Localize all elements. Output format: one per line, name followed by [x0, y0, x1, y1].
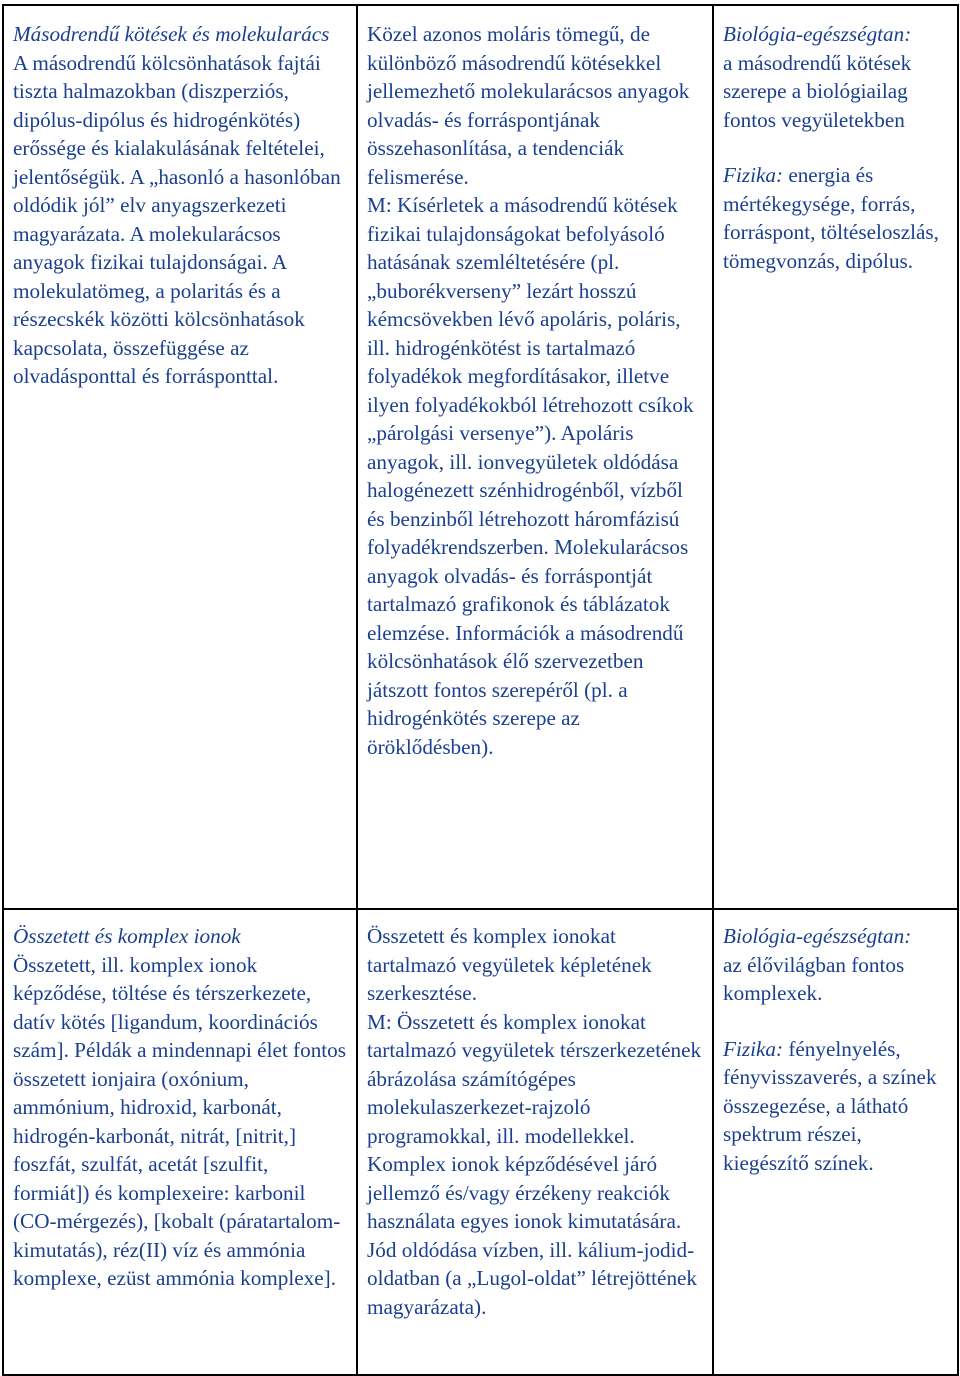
curriculum-page — [2, 4, 959, 1376]
curriculum-table — [2, 4, 959, 1376]
subject-physics-label: Fizika: — [723, 163, 784, 187]
subject-physics-label: Fizika: — [723, 1036, 784, 1061]
connections-cell — [713, 5, 958, 909]
experiment-text: Összetett és komplex ionokat tartalmazó vegyületek térszerkezetének ábrázolása számítógépes molekulaszerkezet-rajzoló programokkal, ill. modellekkel. Komplex ionok képződésével járó jellemző és/vagy érzékeny reakciók használata egyes ionok kimutatására. Jód oldódása vízben, ill. kálium-jodid-oldatban (a „Lugol-oldat” létrejöttének magyarázata). — [367, 1009, 702, 1319]
subject-biology-label: Biológia-egészségtan: — [723, 924, 912, 948]
topic-title: Másodrendű kötések és molekularács — [13, 22, 330, 46]
table-row — [3, 5, 958, 909]
experiment-label: M: — [367, 193, 392, 217]
activities-cell — [357, 5, 713, 909]
topic-body: A másodrendű kölcsönhatások fajtái tiszta halmazokban (diszperziós, dipólus-dipólus és hidrogénkötés) erőssége és kialakulásának feltételei, jelentőségük. A „hasonló a hasonlóban oldódik jól” elv anyagszerkezeti magyarázata. A molekularácsos anyagok fizikai tulajdonságai. A molekulatömeg, a polaritás és a részecskék közötti kölcsönhatások kapcsolata, összefüggése az olvadásponttal és forrásponttal. — [13, 50, 341, 388]
connections-cell — [713, 909, 958, 1375]
topic-cell — [3, 5, 357, 909]
activities-intro: Összetett és komplex ionokat tartalmazó vegyületek képletének szerkesztése. — [367, 924, 652, 1005]
topic-body: Összetett, ill. komplex ionok képződése, töltése és térszerkezete, datív kötés [ligandum, koordinációs szám]. Példák a mindennapi élet fontos összetett ionjaira (oxónium, ammónium, hidroxid, karbonát, hidrogén-karbonát, nitrát, [nitrit,] foszfát, szulfát, acetát [szulfit, formiát]) és komplexeire: karbonil (CO-mérgezés), [kobalt (páratartalom-kimutatás), réz(II) víz és ammónia komplexe, ezüst ammónia komplexe]. — [13, 952, 347, 1290]
subject-physics-text: fényelnyelés, fényvisszaverés, a színek összegezése, a látható spektrum részei, kiegészítő színek. — [723, 1036, 937, 1175]
table-row — [3, 909, 958, 1375]
experiment-label: M: — [367, 1009, 392, 1034]
topic-cell — [3, 909, 357, 1375]
subject-biology-text: az élővilágban fontos komplexek. — [723, 952, 905, 1005]
subject-biology-label: Biológia-egészségtan: — [723, 22, 912, 46]
subject-biology-text: a másodrendű kötések szerepe a biológiailag fontos vegyületekben — [723, 50, 912, 132]
experiment-text: Kísérletek a másodrendű kötések fizikai tulajdonságokat befolyásoló hatásának szemléltetésére (pl. „buborékverseny” lezárt hosszú kémcsövekben lévő apoláris, poláris, ill. hidrogénkötést is tartalmazó folyadékok megfordításakor, illetve ilyen folyadékokból létrehozott csíkok „párolgási versenye”). Apoláris anyagok, ill. ionvegyületek oldódása halogénezett szénhidrogénből, vízből és benzinből létrehozott háromfázisú folyadékrendszerben. Molekularácsos anyagok olvadás- és forráspontját tartalmazó grafikonok és táblázatok elemzése. Információk a másodrendű kölcsönhatások élő szervezetben játszott fontos szerepéről (pl. a hidrogénkötés szerepe az öröklődésben). — [367, 193, 694, 759]
topic-title: Összetett és komplex ionok — [13, 924, 241, 948]
subject-physics-text: energia és mértékegysége, forrás, forráspont, töltéseloszlás, tömegvonzás, dipólus. — [723, 163, 939, 273]
activities-cell — [357, 909, 713, 1375]
activities-intro: Közel azonos moláris tömegű, de különböző másodrendű kötésekkel jellemezhető molekularácsos anyagok olvadás- és forráspontjának összehasonlítása, a tendenciák felismerése. — [367, 22, 690, 189]
